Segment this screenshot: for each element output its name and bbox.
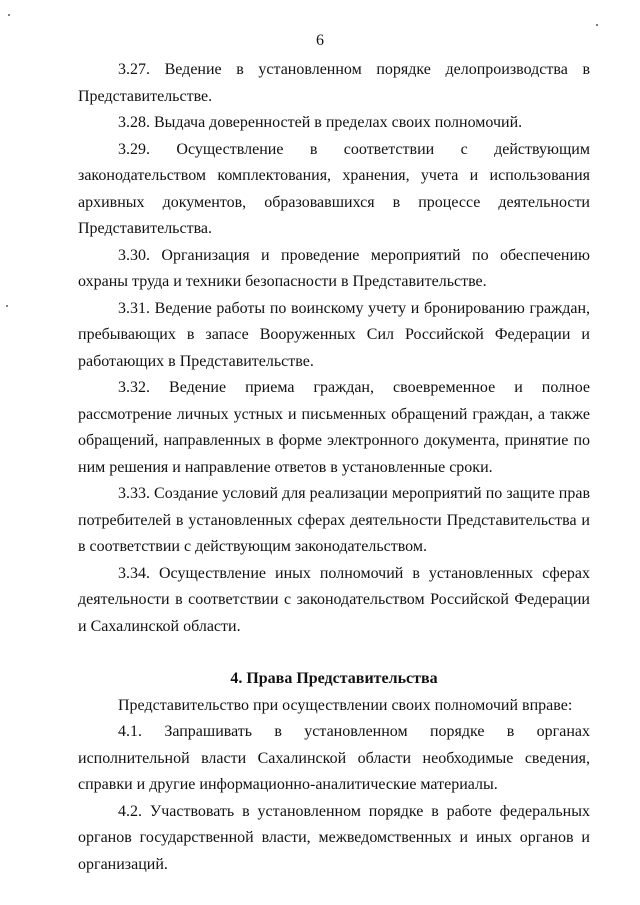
paragraph-3-28: 3.28. Выдача доверенностей в пределах своих полномочий.	[118, 114, 523, 131]
section-intro: Представительство при осуществлении своих полномочий вправе:	[118, 696, 573, 714]
page-number: 6	[316, 32, 324, 49]
paragraph-3-32: 3.32. Ведение приема граждан, своевременное и полное рассмотрение личных устных и письменных обращений граждан, а также обращений, направленных в форме электронного документа, принятие по ним решения и направление ответов в установленные сроки.	[78, 379, 590, 476]
paragraph-4-2: 4.2. Участвовать в установленном порядке в работе федеральных органов государственной власти, межведомственных и иных органов и организаций.	[78, 802, 590, 873]
paragraph-3-33: 3.33. Создание условий для реализации мероприятий по защите прав потребителей в установленных сферах деятельности Представительства и в соответствии с действующим законодательством.	[78, 485, 590, 555]
scan-speck	[8, 14, 10, 16]
paragraph-4-1: 4.1. Запрашивать в установленном порядке в органах исполнительной власти Сахалинской области необходимые сведения, справки и другие информационно-аналитические материалы.	[78, 723, 590, 793]
paragraph-3-30: 3.30. Организация и проведение мероприятий по обеспечению охраны труда и техники безопасности в Представительстве.	[78, 246, 590, 290]
section-heading: 4. Права Представительства	[230, 670, 438, 687]
paragraph-3-34: 3.34. Осуществление иных полномочий в установленных сферах деятельности в соответствии с законодательством Российской Федерации и Сахалинской области.	[78, 564, 590, 635]
paragraph-3-29: 3.29. Осуществление в соответствии с действующим законодательством комплектования, хранения, учета и использования архивных документов, образовавшихся в процессе деятельности Представительства.	[78, 140, 590, 237]
paragraph-3-27: 3.27. Ведение в установленном порядке делопроизводства в Представительстве.	[78, 61, 590, 105]
scan-speck	[6, 305, 8, 307]
scan-speck	[596, 24, 598, 26]
paragraph-3-31: 3.31. Ведение работы по воинскому учету и бронированию граждан, пребывающих в запасе Вооруженных Сил Российской Федерации и работающих в Представительстве.	[78, 299, 590, 370]
document-body	[78, 57, 590, 878]
